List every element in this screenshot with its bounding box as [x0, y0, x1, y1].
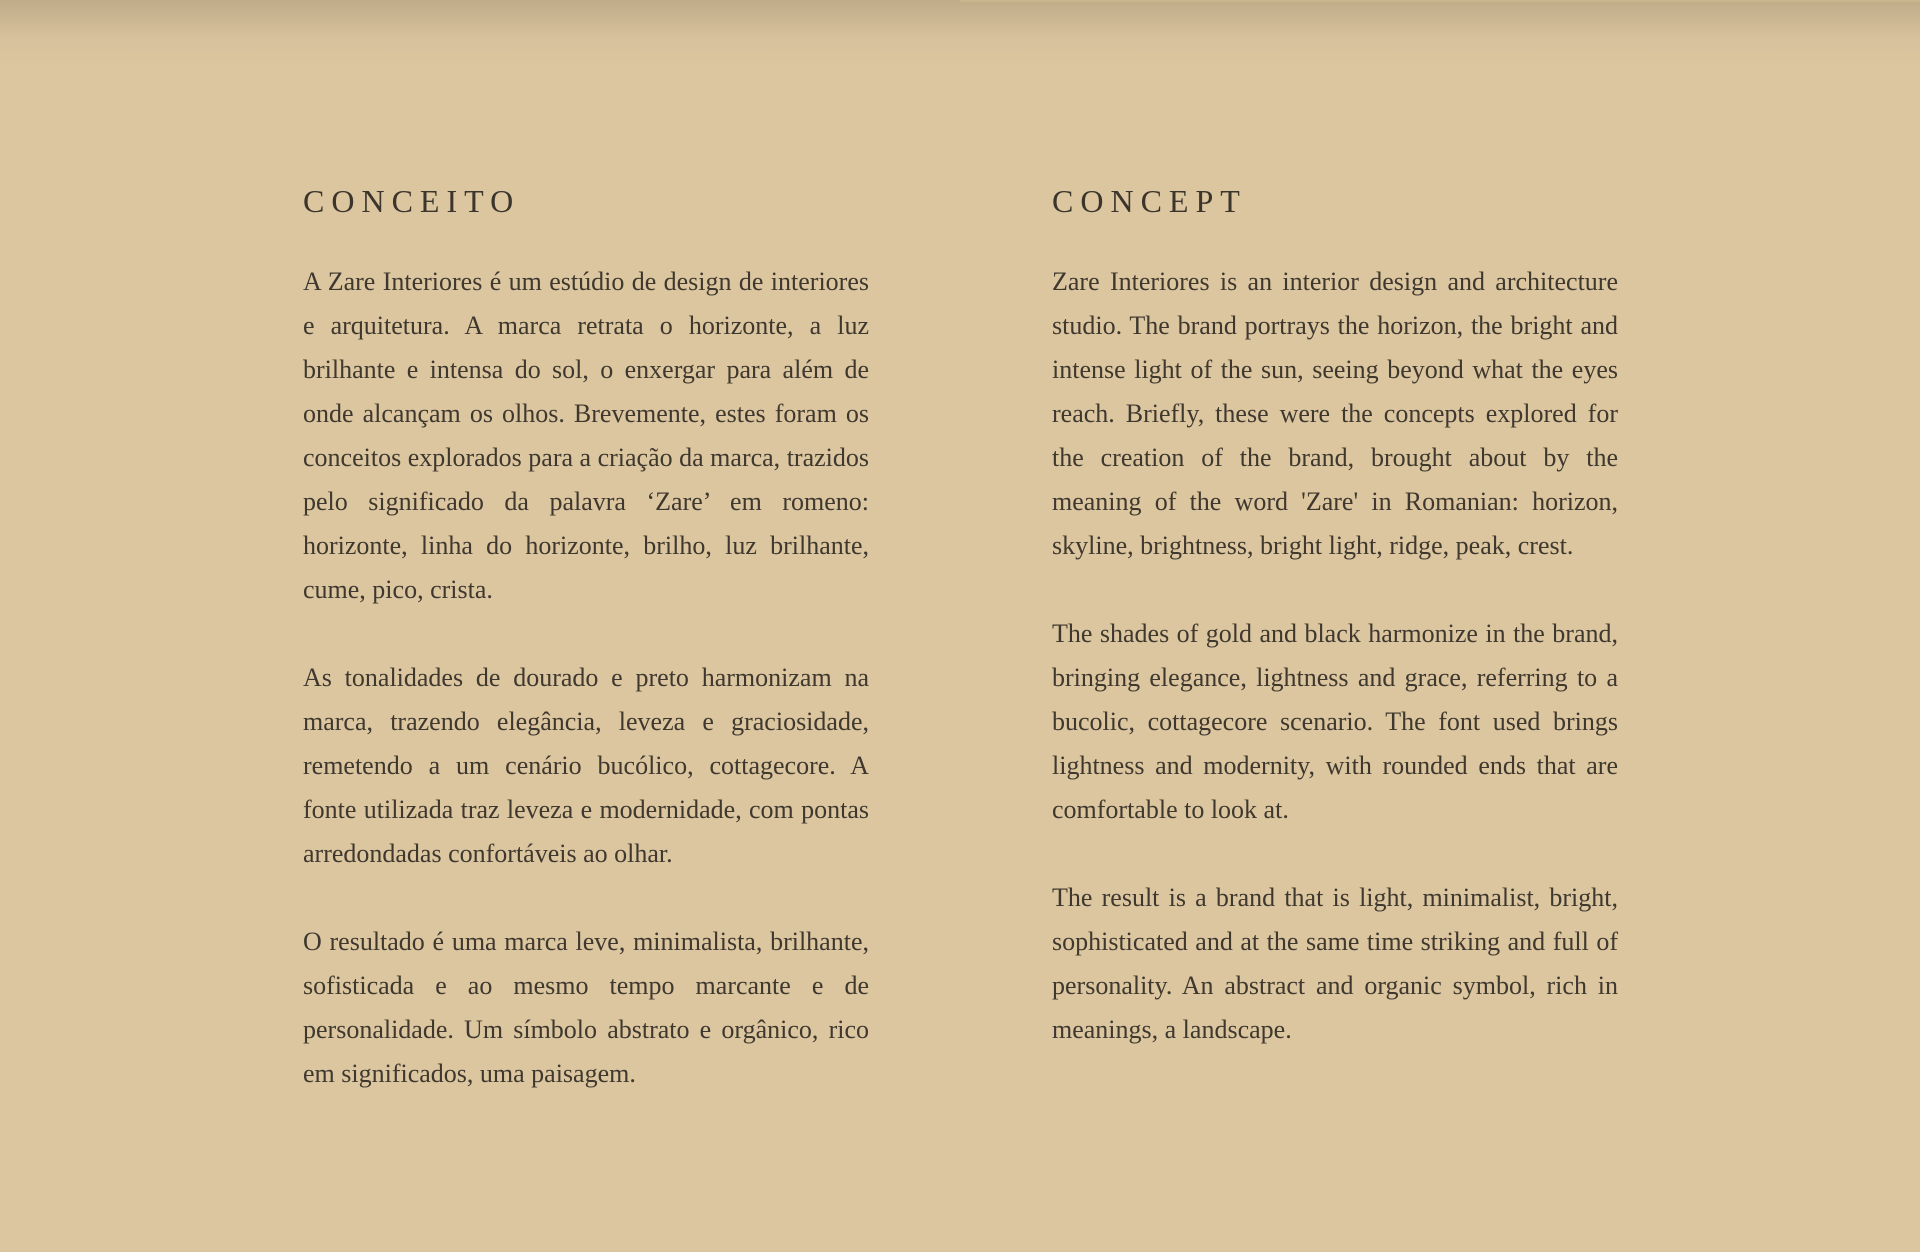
concept-paragraph-2: The shades of gold and black harmonize in the brand, bringing elegance, lightness and grace, referring to a bucolic, cottagecore scenario. The font used brings lightness and modernity, with rounded ends that are comfortable to look at. [1052, 619, 1618, 824]
conceito-paragraph-1: A Zare Interiores é um estúdio de design de interiores e arquitetura. A marca retrata o horizonte, a luz brilhante e intensa do sol, o enxergar para além de onde alcançam os olhos. Brevemente, estes foram os conceitos explorados para a criação da marca, trazidos pelo significado da palavra ‘Zare’ em romeno: horizonte, linha do horizonte, brilho, luz brilhante, cume, pico, crista. [303, 267, 869, 604]
concept-heading: CONCEPT [1052, 183, 1247, 219]
conceito-paragraph-3: O resultado é uma marca leve, minimalista, brilhante, sofisticada e ao mesmo tempo marcante e de personalidade. Um símbolo abstrato e orgânico, rico em significados, uma paisagem. [303, 927, 869, 1088]
top-divider [960, 0, 1920, 2]
concept-paragraph-3: The result is a brand that is light, minimalist, bright, sophisticated and at the same time striking and full of personality. An abstract and organic symbol, rich in meanings, a landscape. [1052, 883, 1618, 1044]
conceito-paragraph-2: As tonalidades de dourado e preto harmonizam na marca, trazendo elegância, leveza e graciosidade, remetendo a um cenário bucólico, cottagecore. A fonte utilizada traz leveza e modernidade, com pontas arredondadas confortáveis ao olhar. [303, 663, 869, 868]
conceito-heading: CONCEITO [303, 183, 521, 219]
top-shadow [0, 0, 1920, 70]
concept-paragraph-1: Zare Interiores is an interior design and architecture studio. The brand portrays the horizon, the bright and intense light of the sun, seeing beyond what the eyes reach. Briefly, these were the concepts explored for the creation of the brand, brought about by the meaning of the word 'Zare' in Romanian: horizon, skyline, brightness, bright light, ridge, peak, crest. [1052, 267, 1618, 560]
portuguese-column [303, 178, 869, 1096]
english-column [1052, 178, 1618, 1052]
